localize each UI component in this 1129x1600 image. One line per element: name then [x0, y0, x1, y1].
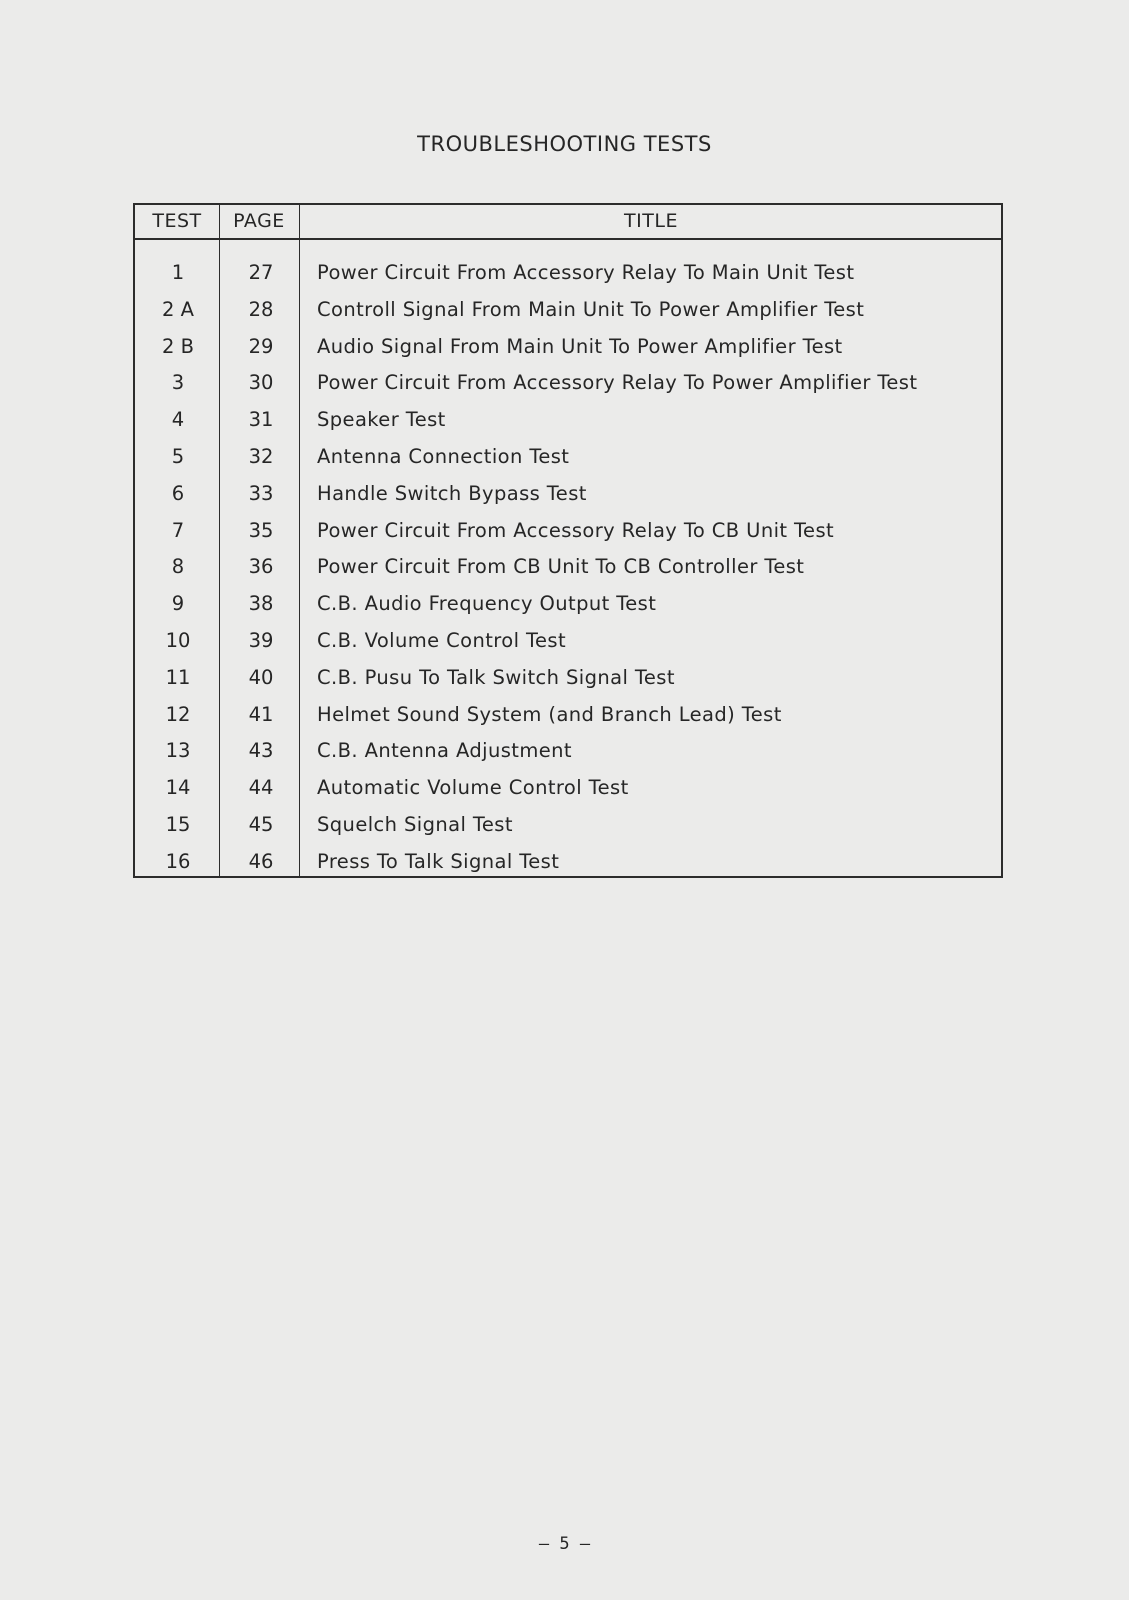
test-number: 2 B: [162, 334, 194, 358]
page-title: TROUBLESHOOTING TESTS: [417, 132, 712, 156]
test-title: Antenna Connection Test: [317, 444, 570, 468]
test-number: 12: [165, 702, 191, 726]
page-reference: 43: [248, 739, 274, 763]
table-row: [135, 733, 1001, 770]
page-reference: 30: [248, 371, 274, 395]
test-number: 11: [165, 665, 191, 689]
page-reference: 31: [248, 408, 274, 432]
test-title: C.B. Audio Frequency Output Test: [317, 592, 657, 616]
table-row: [135, 660, 1001, 697]
test-number: 8: [171, 555, 185, 579]
test-number: 10: [165, 628, 191, 652]
table-row: [135, 365, 1001, 402]
test-number: 4: [171, 408, 185, 432]
test-title: Helmet Sound System (and Branch Lead) Test: [317, 702, 782, 726]
table-row: [135, 807, 1001, 844]
test-number: 14: [165, 776, 191, 800]
test-number: 2 A: [162, 297, 194, 321]
table-row: [135, 697, 1001, 734]
test-number: 9: [171, 592, 185, 616]
test-number: 6: [171, 481, 185, 505]
page-reference: 40: [248, 665, 274, 689]
test-title: Handle Switch Bypass Test: [317, 481, 587, 505]
page-reference: 32: [248, 444, 274, 468]
test-title: Press To Talk Signal Test: [317, 849, 560, 873]
table-header-row: [135, 205, 1001, 240]
header-test: TEST: [152, 210, 202, 232]
test-number: 16: [165, 849, 191, 873]
test-number: 3: [171, 371, 185, 395]
page-reference: 44: [248, 776, 274, 800]
test-number: 7: [171, 518, 185, 542]
page-reference: 45: [248, 812, 274, 836]
table-body: [135, 255, 1001, 881]
test-number: 5: [171, 444, 185, 468]
test-title: Power Circuit From Accessory Relay To Power Amplifier Test: [317, 371, 918, 395]
test-title: Audio Signal From Main Unit To Power Amplifier Test: [317, 334, 843, 358]
test-title: Power Circuit From CB Unit To CB Controller Test: [317, 555, 805, 579]
table-row: [135, 476, 1001, 513]
table-row: [135, 586, 1001, 623]
table-row: [135, 255, 1001, 292]
page-reference: 27: [248, 261, 274, 284]
table-row: [135, 844, 1001, 881]
test-title: C.B. Volume Control Test: [317, 628, 566, 652]
test-title: Speaker Test: [317, 408, 446, 432]
header-title: TITLE: [624, 210, 678, 232]
page-number: – 5 –: [538, 1534, 591, 1554]
test-title: Power Circuit From Accessory Relay To CB Unit Test: [317, 518, 835, 542]
page-reference: 35: [248, 518, 274, 542]
table-row: [135, 549, 1001, 586]
test-title: Controll Signal From Main Unit To Power Amplifier Test: [317, 297, 865, 321]
page-reference: 41: [248, 702, 274, 726]
test-title: C.B. Antenna Adjustment: [317, 739, 572, 763]
table-row: [135, 770, 1001, 807]
test-number: 15: [165, 812, 191, 836]
table-row: [135, 329, 1001, 366]
page-reference: 38: [248, 592, 274, 616]
page-reference: 46: [248, 849, 274, 873]
page-reference: 28: [248, 297, 274, 321]
page-reference: 36: [248, 555, 274, 579]
table-row: [135, 623, 1001, 660]
page-reference: 33: [248, 481, 274, 505]
page-reference: 39: [248, 628, 274, 652]
table-row: [135, 292, 1001, 329]
test-title: Squelch Signal Test: [317, 812, 513, 836]
test-number: 13: [165, 739, 191, 763]
troubleshooting-tests-table: [133, 203, 1003, 878]
table-row: [135, 402, 1001, 439]
test-title: Power Circuit From Accessory Relay To Main Unit Test: [317, 261, 855, 284]
test-number: 1: [171, 261, 185, 284]
table-row: [135, 439, 1001, 476]
page-reference: 29: [248, 334, 274, 358]
header-page: PAGE: [233, 210, 285, 232]
test-title: Automatic Volume Control Test: [317, 776, 629, 800]
test-title: C.B. Pusu To Talk Switch Signal Test: [317, 665, 675, 689]
table-row: [135, 513, 1001, 550]
